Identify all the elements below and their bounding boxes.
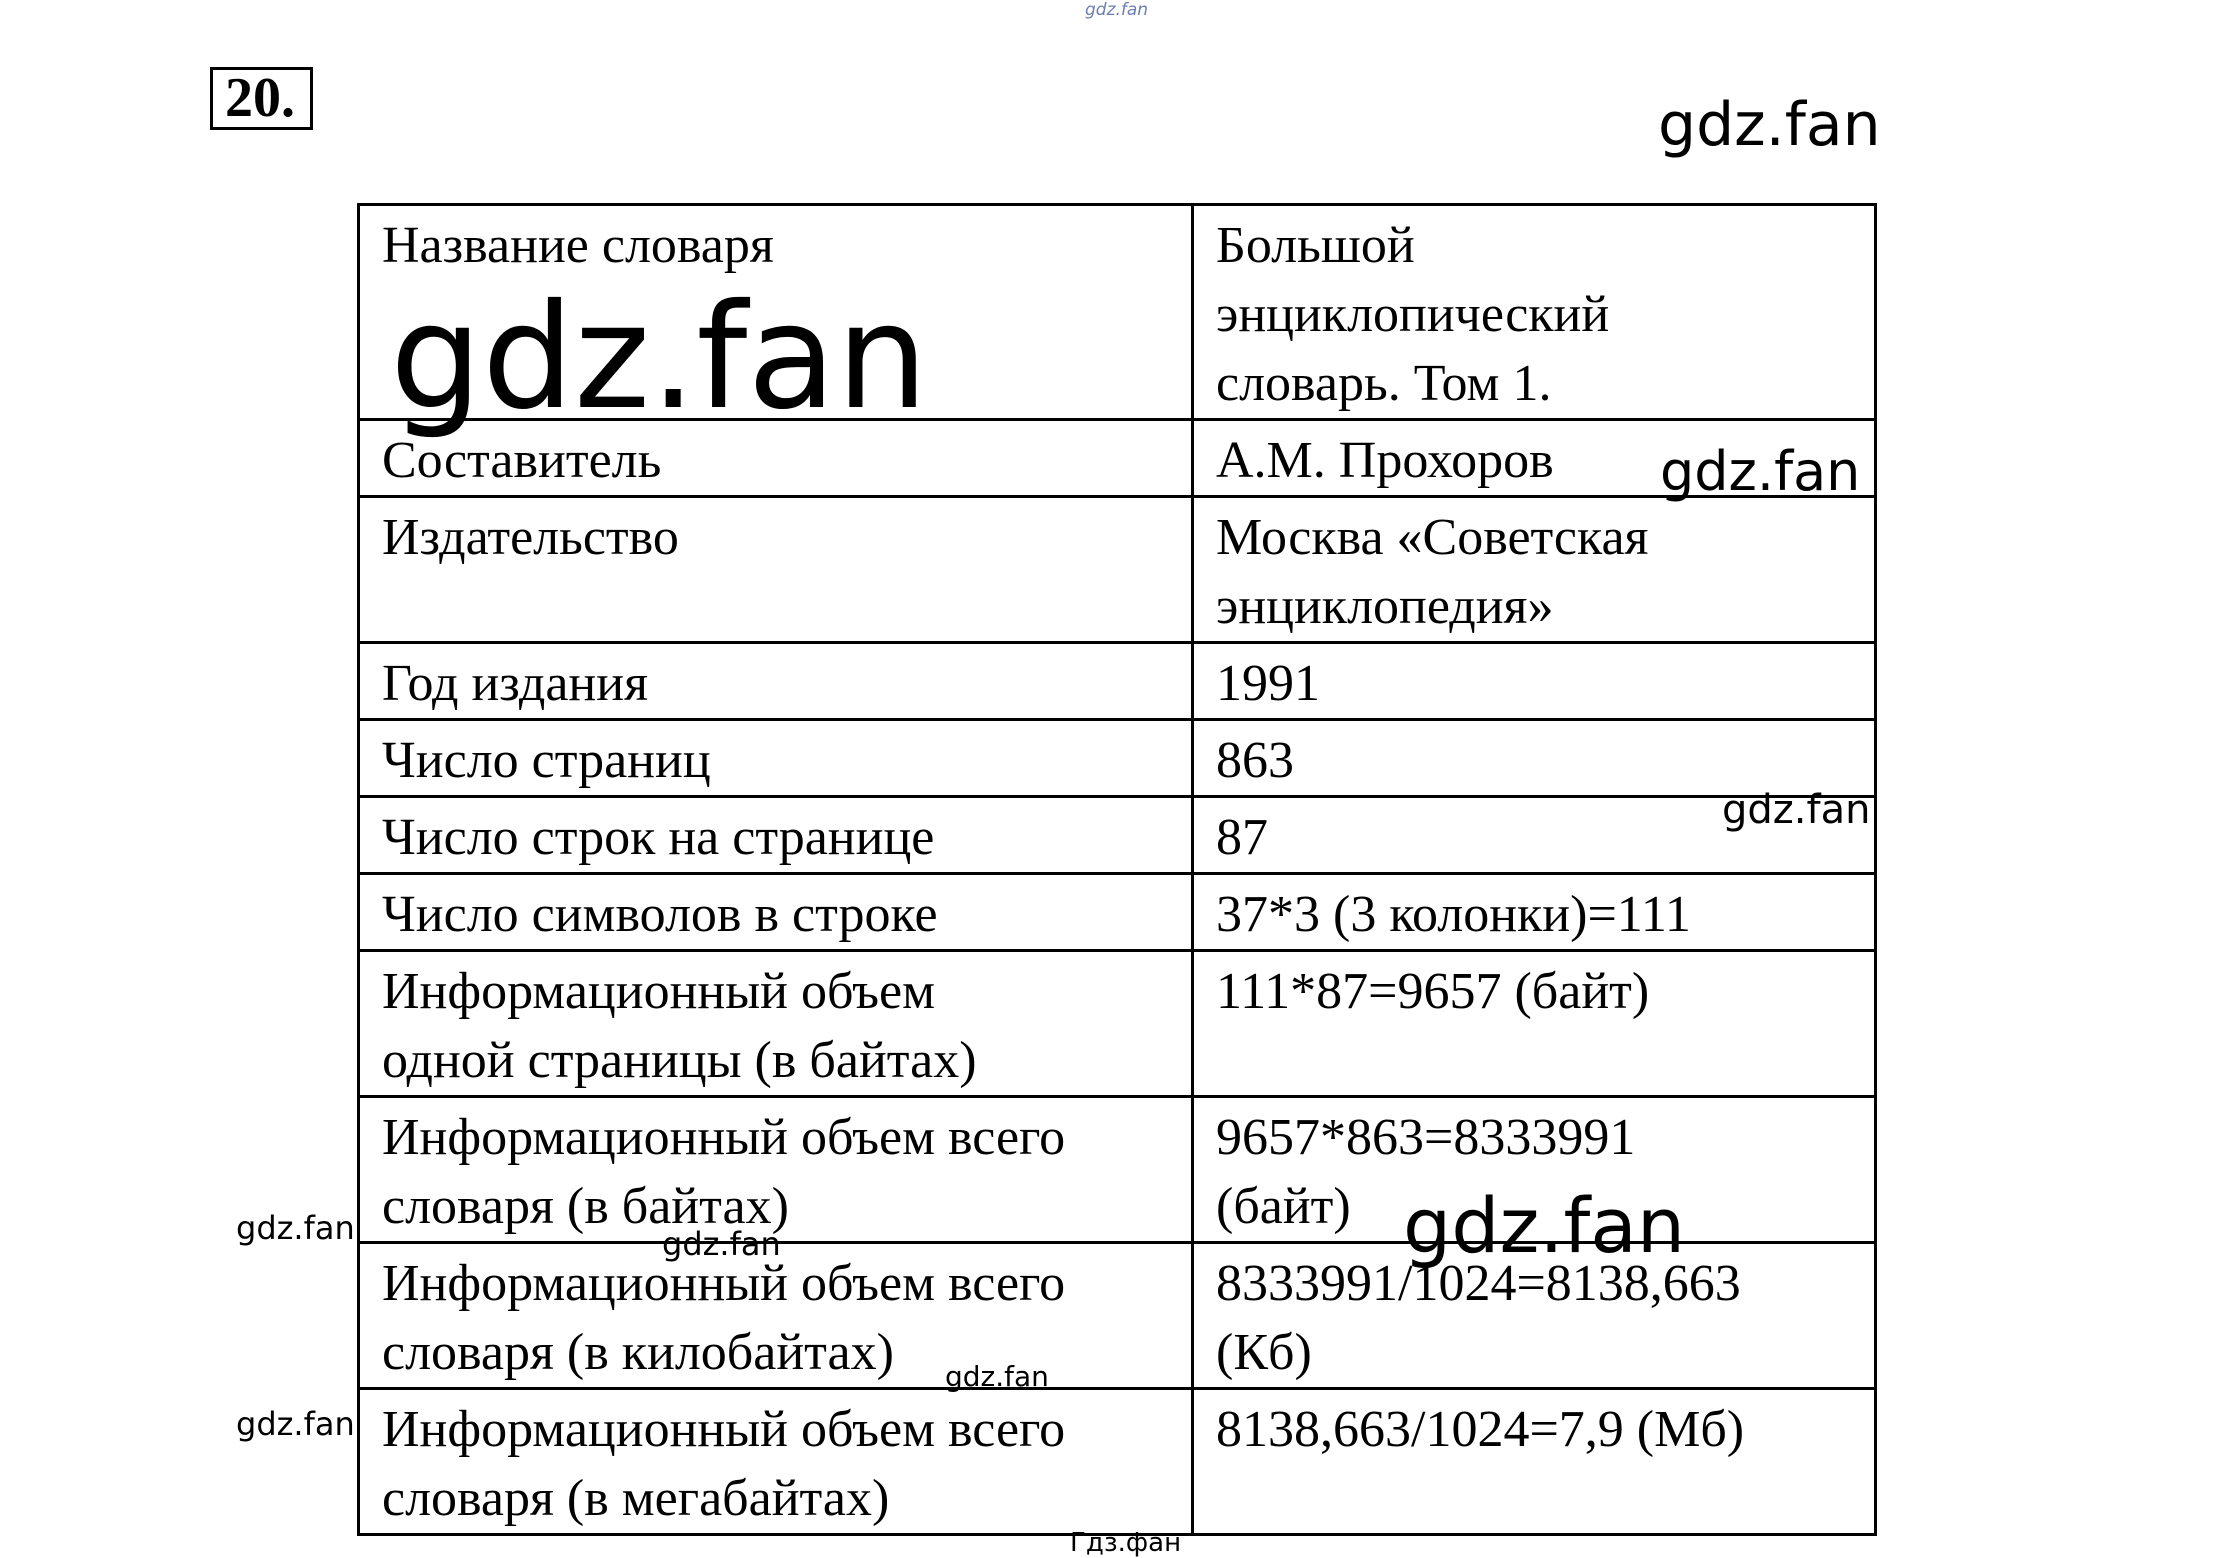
table-row — [359, 874, 1876, 951]
watermark-top: gdz.fan — [1085, 0, 1149, 20]
watermark-left-2: gdz.fan — [236, 1405, 355, 1443]
table-row — [359, 497, 1876, 643]
table-row — [359, 951, 1876, 1097]
row-label: Год издания — [359, 643, 1193, 720]
row-value: 111*87=9657 (байт) — [1193, 951, 1876, 1097]
watermark-big: gdz.fan — [390, 273, 929, 442]
watermark-inner-1: gdz.fan — [662, 1225, 781, 1263]
row-value: 8138,663/1024=7,9 (Мб) — [1193, 1389, 1876, 1535]
watermark-left-1: gdz.fan — [236, 1209, 355, 1247]
watermark-inner-2: gdz.fan — [945, 1360, 1049, 1393]
watermark-header: gdz.fan — [1658, 90, 1881, 160]
row-value: 9657*863=8333991 (байт) — [1193, 1097, 1876, 1243]
row-value: Большой энциклопический словарь. Том 1. — [1193, 205, 1876, 420]
row-label: Число символов в строке — [359, 874, 1193, 951]
row-value: 863 — [1193, 720, 1876, 797]
row-label: Информационный объем всего словаря (в килобайтах) — [359, 1243, 1193, 1389]
row-value: 87 — [1193, 797, 1876, 874]
row-value: Москва «Советская энциклопедия» — [1193, 497, 1876, 643]
table-row — [359, 643, 1876, 720]
watermark-right: gdz.fan — [1722, 787, 1871, 833]
table-row — [359, 1389, 1876, 1535]
problem-number: 20. — [210, 67, 313, 130]
table-row — [359, 720, 1876, 797]
watermark-mid: gdz.fan — [1660, 440, 1861, 503]
watermark-large-right: gdz.fan — [1403, 1181, 1686, 1270]
row-label: Составитель — [359, 420, 1193, 497]
row-value: А.М. Прохоров — [1193, 420, 1876, 497]
row-value: 37*3 (3 колонки)=111 — [1193, 874, 1876, 951]
row-label: Число страниц — [359, 720, 1193, 797]
row-label: Название словаря — [359, 205, 1193, 420]
row-label: Издательство — [359, 497, 1193, 643]
row-value: 1991 — [1193, 643, 1876, 720]
row-label: Информационный объем одной страницы (в байтах) — [359, 951, 1193, 1097]
row-label: Информационный объем всего словаря (в мегабайтах) — [359, 1389, 1193, 1535]
watermark-bottom: Гдз.фан — [1070, 1528, 1182, 1558]
table-row — [359, 797, 1876, 874]
row-label: Информационный объем всего словаря (в байтах) — [359, 1097, 1193, 1243]
row-label: Число строк на странице — [359, 797, 1193, 874]
row-value: 8333991/1024=8138,663 (Кб) — [1193, 1243, 1876, 1389]
